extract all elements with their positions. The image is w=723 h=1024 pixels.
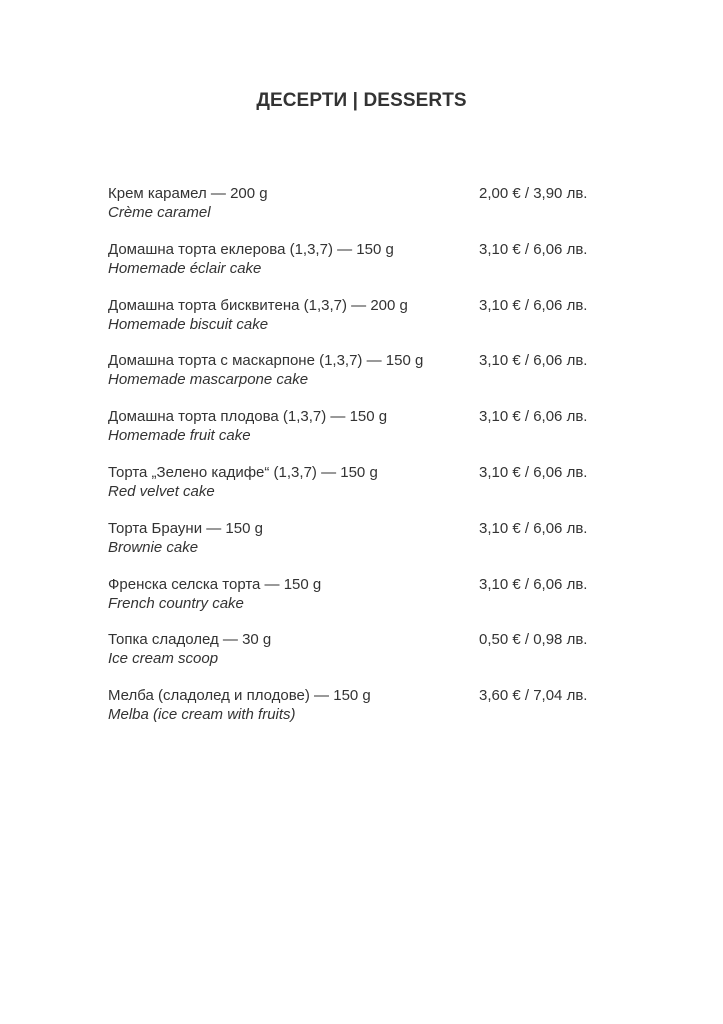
item-name-bg: Мелба (сладолед и плодове) — 150 g <box>108 687 371 705</box>
menu-item <box>108 352 608 408</box>
menu-item <box>108 464 608 520</box>
item-price: 3,10 € / 6,06 лв. <box>479 575 588 593</box>
item-name-bg: Торта Брауни — 150 g <box>108 519 263 537</box>
item-price: 3,10 € / 6,06 лв. <box>479 519 588 537</box>
menu-item <box>108 576 608 632</box>
item-name-en: Brownie cake <box>108 538 199 556</box>
item-price: 3,10 € / 6,06 лв. <box>479 240 588 258</box>
menu-item <box>108 408 608 464</box>
item-name-bg: Домашна торта еклерова (1,3,7) — 150 g <box>108 240 394 258</box>
item-name-en: Homemade biscuit cake <box>108 315 269 333</box>
item-name-bg: Крем карамел — 200 g <box>108 185 268 202</box>
menu-item <box>108 185 608 241</box>
item-price: 3,10 € / 6,06 лв. <box>479 408 588 426</box>
item-name-bg: Домашна торта бисквитена (1,3,7) — 200 g <box>108 296 408 314</box>
item-name-bg: Торта „Зелено кадифе“ (1,3,7) — 150 g <box>108 463 378 481</box>
item-price: 2,00 € / 3,90 лв. <box>479 185 588 202</box>
item-price: 3,10 € / 6,06 лв. <box>479 463 588 481</box>
item-name-en: Homemade mascarpone cake <box>108 371 309 389</box>
item-price: 3,10 € / 6,06 лв. <box>479 352 588 370</box>
item-name-en: Melba (ice cream with fruits) <box>108 706 296 724</box>
item-name-en: Red velvet cake <box>108 482 215 500</box>
item-price: 3,60 € / 7,04 лв. <box>479 687 588 705</box>
menu-item <box>108 687 608 743</box>
item-name-en: French country cake <box>108 594 244 612</box>
item-name-bg: Топка сладолед — 30 g <box>108 631 272 649</box>
page-title: ДЕСЕРТИ | DESSERTS <box>256 90 467 111</box>
menu-item <box>108 520 608 576</box>
item-price: 0,50 € / 0,98 лв. <box>479 631 588 649</box>
item-name-en: Ice cream scoop <box>108 650 219 668</box>
item-name-en: Crème caramel <box>108 204 211 221</box>
item-name-en: Homemade éclair cake <box>108 259 262 277</box>
menu-item <box>108 631 608 687</box>
item-name-en: Homemade fruit cake <box>108 427 251 445</box>
item-name-bg: Домашна торта плодова (1,3,7) — 150 g <box>108 408 388 426</box>
item-name-bg: Френска селска торта — 150 g <box>108 575 322 593</box>
menu-item <box>108 297 608 353</box>
item-price: 3,10 € / 6,06 лв. <box>479 296 588 314</box>
item-name-bg: Домашна торта с маскарпоне (1,3,7) — 150 g <box>108 352 424 370</box>
menu-item <box>108 241 608 297</box>
dessert-menu-list <box>108 185 608 743</box>
